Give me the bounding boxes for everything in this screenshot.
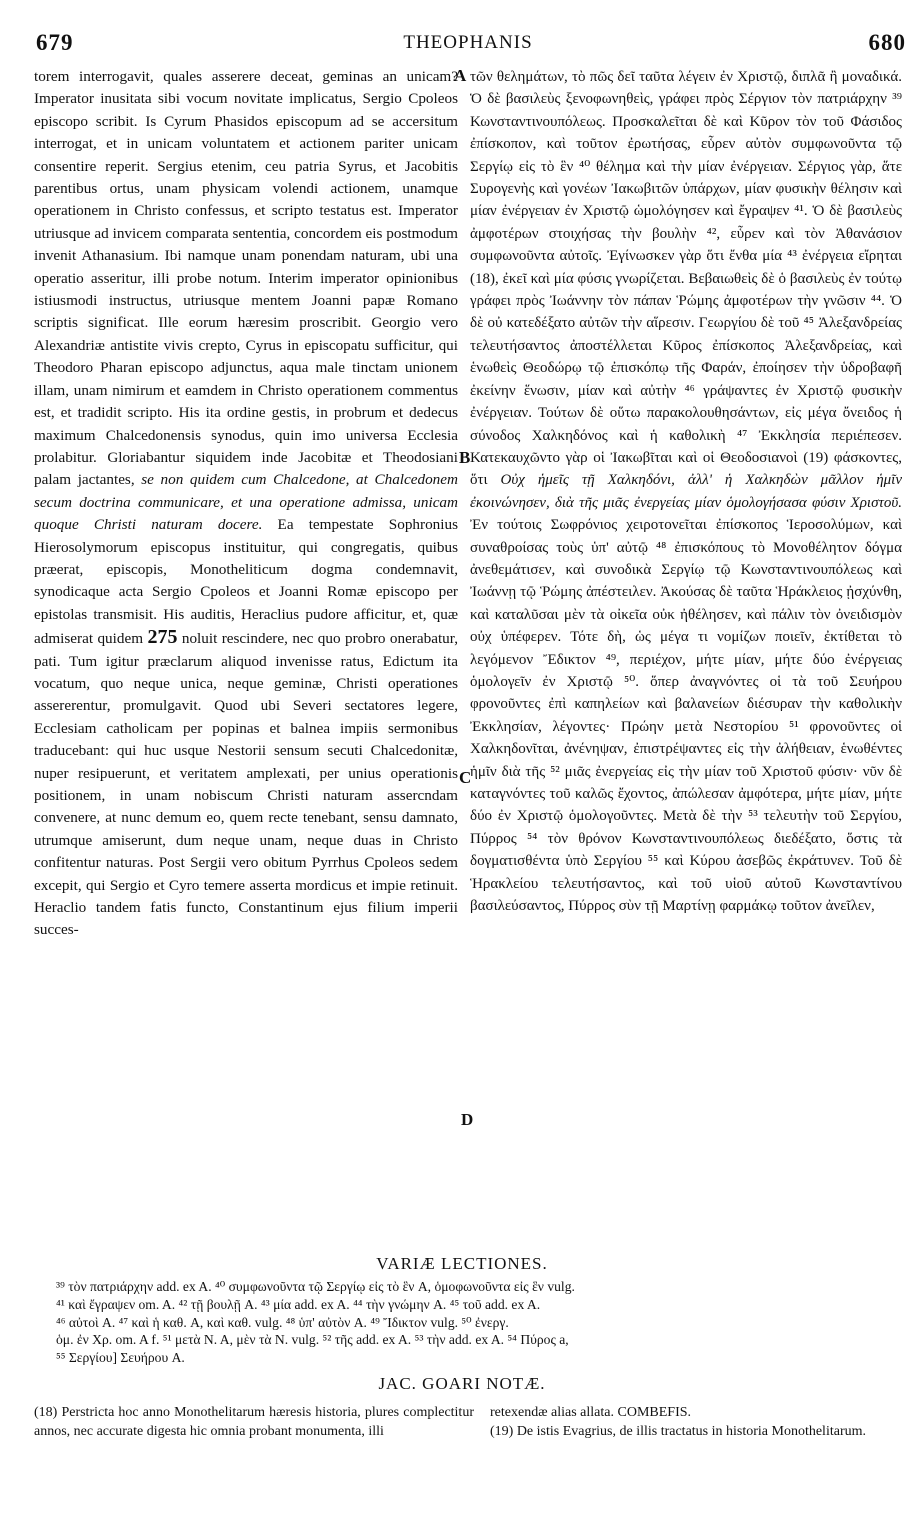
greek-text: τῶν θελημάτων, τὸ πῶς δεῖ ταῦτα λέγειν ἐν Χριστῷ, διπλᾶ ἢ μοναδικά. Ὁ δὲ βασιλεὺς ξενοφωνηθεὶς, γράφει πρὸς Σέργιον τὸν πατριάρχην ³⁹ Κωνσταντινουπόλεως. Προσκαλεῖται δὲ καὶ Κῦρον τὸν τοῦ Φάσιδος ἐπίσκοπον, καὶ τοῦτον ἐρωτήσας, εὗρεν αὐτὸν συμφωνοῦντα τῷ Σεργίῳ εἰς τὸ ἓν ⁴⁰ θέλημα καὶ τὴν μίαν ἐνέργειαν. Σέργιος γὰρ, ἅτε Συρογενὴς καὶ γονέων Ἰακωβιτῶν ὑπάρχων, μίαν φυσικὴν θέλησιν καὶ μίαν ἐνέργειαν ἐν Χριστῷ ὡμολόγησεν καὶ ἔγραψεν ⁴¹. Ὁ δὲ βασιλεὺς ἀμφοτέρων στοιχήσας τὴν βουλὴν ⁴², εὗρεν καὶ τὸν Ἀθανάσιον συμφωνοῦντα αὐτοῖς. Ἐγίνωσκεν γὰρ ὅτι ἔνθα μία ⁴³ ἐνέργεια εἴρηται (18), ἐκεῖ καὶ μία φύσις γνωρίζεται. Βεβαιωθεὶς δὲ ὁ βασιλεὺς ἐν τούτῳ γράφει πρὸς Ἰωάννην τὸν πάπαν Ῥώμης ἀμφοτέρων τὴν γνῶσιν ⁴⁴. Ὁ δὲ οὐ κατεδέξατο αὐτῶν τὴν αἵρεσιν. Γεωργίου δὲ τοῦ ⁴⁵ Ἀλεξανδρείας τελευτήσαντος ἀποστέλλεται Κῦρος ἐπίσκοπος Ἀλεξανδρείας, καὶ ἑνωθεὶς Θεοδώρῳ τῷ ἐπισκόπῳ τῆς Φαράν, ἐποίησεν τὴν ὑδροβαφῆ ἐκείνην ἕνωσιν, μίαν καὶ αὐτὴν ⁴⁶ γράψαντες ἐν Χριστῷ φυσικὴν ἐνέργειαν. Τούτων δὲ οὕτω παρακολουθησάντων, εἰς μέγα ὄνειδος ἡ σύνοδος Χαλκηδόνος καὶ ἡ καθολικὴ ⁴⁷ Ἐκκλησία περιέπεσεν. Κατεκαυχῶντο γὰρ οἱ Ἰακωβῖται καὶ οἱ Θεοδοσιανοὶ (19) φάσκοντες, ὅτι <box>470 69 902 489</box>
page-header <box>30 30 906 62</box>
greek-italic-quote: Οὐχ ἡμεῖς τῇ Χαλκηδόνι, ἀλλ' ἡ Χαλκηδὼν μᾶλλον ἡμῖν ἐκοινώνησεν, διὰ τῆς μιᾶς ἐνεργείας μίαν ὁμολογήσασα φύσιν Χριστοῦ. <box>470 472 902 511</box>
margin-letter-b: B <box>459 448 471 467</box>
latin-text: torem interrogavit, quales asserere deceat, geminas an unicam? Imperator inusitata sibi vocum novitate implicatus, Sergio Cpoleos episcopo scribit. Is Cyrum Phasidos episcopum ad se accersitum interrogat, et in unicam voluntatem et actionem pariter unicam consentire reperit. Sergius etenim, ceu patria Syrus, et Jacobitis parentibus ortus, unam physicam volendi actionem, unamque operationem in Christo confessus, et scripto testatus est. Imperator utriusque ad invicem comparata sententia, concordem eis postmodum invenit Athanasium. Ibi namque unam ponendam naturam, ubi una operatio asseritur, illi probe notum. Interim imperator opinionibus istiusmodi instructus, utriusque mentem Joanni papæ Romano scriptis significat. Ille eorum hæresim proscribit. Georgio vero Alexandriæ antistite vivis crepto, Cyrus in episcopatu sufficitur, qui Theodoro Pharan episcopo adjunctus, aqua male tinctam unionem illam, unam nimirum et eamdem in Christo operationem commentus est, et tradidit scripto. His ita ordine gestis, in probrum et dedecus maximum Chalcedonensis synodus, quin imo universa Ecclesia prolabitur. Gloriabantur siquidem inde Jacobitæ et Theodosiani palam jactantes, <box>34 68 458 489</box>
margin-letter-a: A <box>454 66 467 85</box>
greek-paragraph <box>470 66 902 917</box>
greek-column <box>470 66 902 917</box>
variae-line: ⁵⁵ Σεργίου] Σευήρου A. <box>56 1350 185 1366</box>
footnote-18: (18) Perstricta hoc anno Monothelitarum hæresis historia, plures complectitur annos, nec accurate digesta hic omnia probant monumenta, illi <box>34 1405 474 1439</box>
variae-line: ³⁹ τὸν πατριάρχην add. ex A. ⁴⁰ συμφωνοῦντα τῷ Σεργίῳ εἰς τὸ ἓν A, ὁμοφωνοῦντα εἰς ἓν vulg. <box>56 1279 575 1294</box>
column-number: 275 <box>147 626 178 649</box>
latin-column <box>34 66 458 942</box>
latin-paragraph <box>34 66 458 942</box>
latin-italic-quote: se non quidem cum Chalcedone, at Chalcedonem secum doctrina communicare, et una operatione admissa, unicam quoque Christi naturam docere. <box>34 471 458 534</box>
latin-text: noluit rescindere, nec quo probro onerabatur, pati. Tum igitur præclarum aliquod invenisse ratus, Edictum ita vocatum, quo neque unica, neque geminæ, Christi operationes assererentur, promulgavit. Quod ubi Severi sectatores legere, Ecclesiam catholicam per popinas et balnea impiis sermonibus traducebant: qui huc usque Nestorii sensum secuti Chalcedonitæ, nuper resipuerunt, et veritatem amplexati, per unius operationis positionem, in unam nobiscum Christi naturam assercndam convenere, at nunc demum eo, quem recte tenebant, sensu damnato, utrumque amiserunt, dum neque unam, neque duas in Christo confitentur naturas. Post Sergii vero obitum Pyrrhus Cpoleos sedem excepit, qui Sergio et Cyro temere asserta mordicus et impie retinuit. Heraclio tandem fatis functo, Constantinum ejus filium imperii succes- <box>34 630 459 939</box>
latin-text: Ea tempestate Sophronius Hierosolymorum episcopus instituitur, qui congregatis, quibus præerat, episcopis, Monotheliticum dogma condemnavit, synodicaque acta Sergio Cpoleos et Joanni Romæ episcopo per epistolas transmisit. His auditis, Heraclius pudore afficitur, et, quæ admiserat quidem <box>34 516 458 648</box>
margin-letter-d: D <box>461 1110 474 1129</box>
variae-line: ⁴¹ καὶ ἔγραψεν om. A. ⁴² τῇ βουλῇ A. ⁴³ μία add. ex A. ⁴⁴ τὴν γνώμην A. ⁴⁵ τοῦ add. ex A. <box>56 1296 541 1312</box>
notes-left-column <box>34 1404 474 1442</box>
variae-line: ⁴⁶ αὐτοὶ A. ⁴⁷ καὶ ἡ καθ. A, καὶ καθ. vulg. ⁴⁸ ὑπ' αὐτὸν A. ⁴⁹ Ἴδικτον vulg. ⁵⁰ ἐνεργ. <box>56 1314 509 1330</box>
notes-right-column <box>490 1404 902 1442</box>
variae-line: ὁμ. ἐν Χρ. om. A f. ⁵¹ μετὰ N. A, μὲν τὰ N. vulg. ⁵² τῆς add. ex A. ⁵³ τὴν add. ex A. ⁵⁴ Πύρος a, <box>56 1332 569 1348</box>
variae-title: VARIÆ LECTIONES. <box>376 1254 548 1273</box>
margin-letter-c: C <box>459 768 472 787</box>
page-number-left: 679 <box>36 30 74 55</box>
page-number-right: 680 <box>868 30 906 55</box>
running-title: THEOPHANIS <box>403 32 533 53</box>
footnote-18-continued: retexendæ alias allata. COMBEFIS. <box>490 1405 692 1420</box>
footnote-19: (19) De istis Evagrius, de illis tractatus in historia Monothelitarum. <box>490 1423 866 1439</box>
notae-title: JAC. GOARI NOTÆ. <box>378 1374 546 1393</box>
greek-text: Ἐν τούτοις Σωφρόνιος χειροτονεῖται ἐπίσκοπος Ἱεροσολύμων, καὶ συναθροίσας τοὺς ὑπ' αὐτῷ ⁴⁸ ἐπισκόπους τὸ Μονοθέλητον δόγμα ἀνεθεμάτισεν, καὶ συνοδικὰ Σεργίῳ τῷ Κωνσταντινουπόλεως καὶ Ἰωάννῃ τῷ Ῥώμης ἀπέστειλεν. Ἀκούσας δὲ ταῦτα Ἡράκλειος ᾐσχύνθη, καὶ καταλῦσαι μὲν τὰ οἰκεῖα οὐκ ἠθέλησεν, καὶ πάλιν τὸν ὀνειδισμὸν οὐχ ὑπέφερεν. Τότε δὴ, ὡς μέγα τι νομίζων ποιεῖν, ἐκτίθεται τὸ λεγόμενον Ἔδικτον ⁴⁹, περιέχον, μήτε μίαν, μήτε δύο ἐνέργειας ὁμολογεῖν ἐν Χριστῷ ⁵⁰. ὅπερ ἀναγνόντες οἱ τὰ τοῦ Σευήρου φρονοῦντες ἐπὶ καπηλείων καὶ βαλανείων διέσυραν τὴν καθολικὴν Ἐκκλησίαν, λέγοντες· Πρώην μετὰ Νεστορίου ⁵¹ φρονοῦντες οἱ Χαλκηδονῖται, ἀνένηψαν, ἐπιστρέψαντες εἰς τὴν ἀλήθειαν, ἑνωθέντες ἡμῖν διὰ τῆς ⁵² μιᾶς ἐνεργείας εἰς τὴν μίαν τοῦ Χριστοῦ φύσιν· νῦν δὲ καταγνόντες τοῦ καλῶς ἔχοντος, ἀπώλεσαν ἀμφότερα, μήτε μίαν, μήτε δύο ἐν Χριστῷ ὁμολογοῦντες. Μετὰ δὲ τὴν ⁵³ τελευτὴν τοῦ Σεργίου, Πύρρος ⁵⁴ τὸν θρόνον Κωνσταντινουπόλεως διεδέξατο, ὅστις τὰ δογματισθέντα ὑπὸ Σεργίου ⁵⁵ καὶ Κύρου ἀσεβῶς ἐκράτυνεν. Τοῦ δὲ Ἡρακλείου τελευτήσαντος, καὶ τοῦ υἱοῦ αὐτοῦ Κωνσταντίνου βασιλεύσαντος, Πύρρος σὺν τῇ Μαρτίνῃ φαρμάκῳ τοῦτον ἀνεῖλεν, <box>470 517 902 915</box>
variae-lectiones <box>56 1278 904 1367</box>
